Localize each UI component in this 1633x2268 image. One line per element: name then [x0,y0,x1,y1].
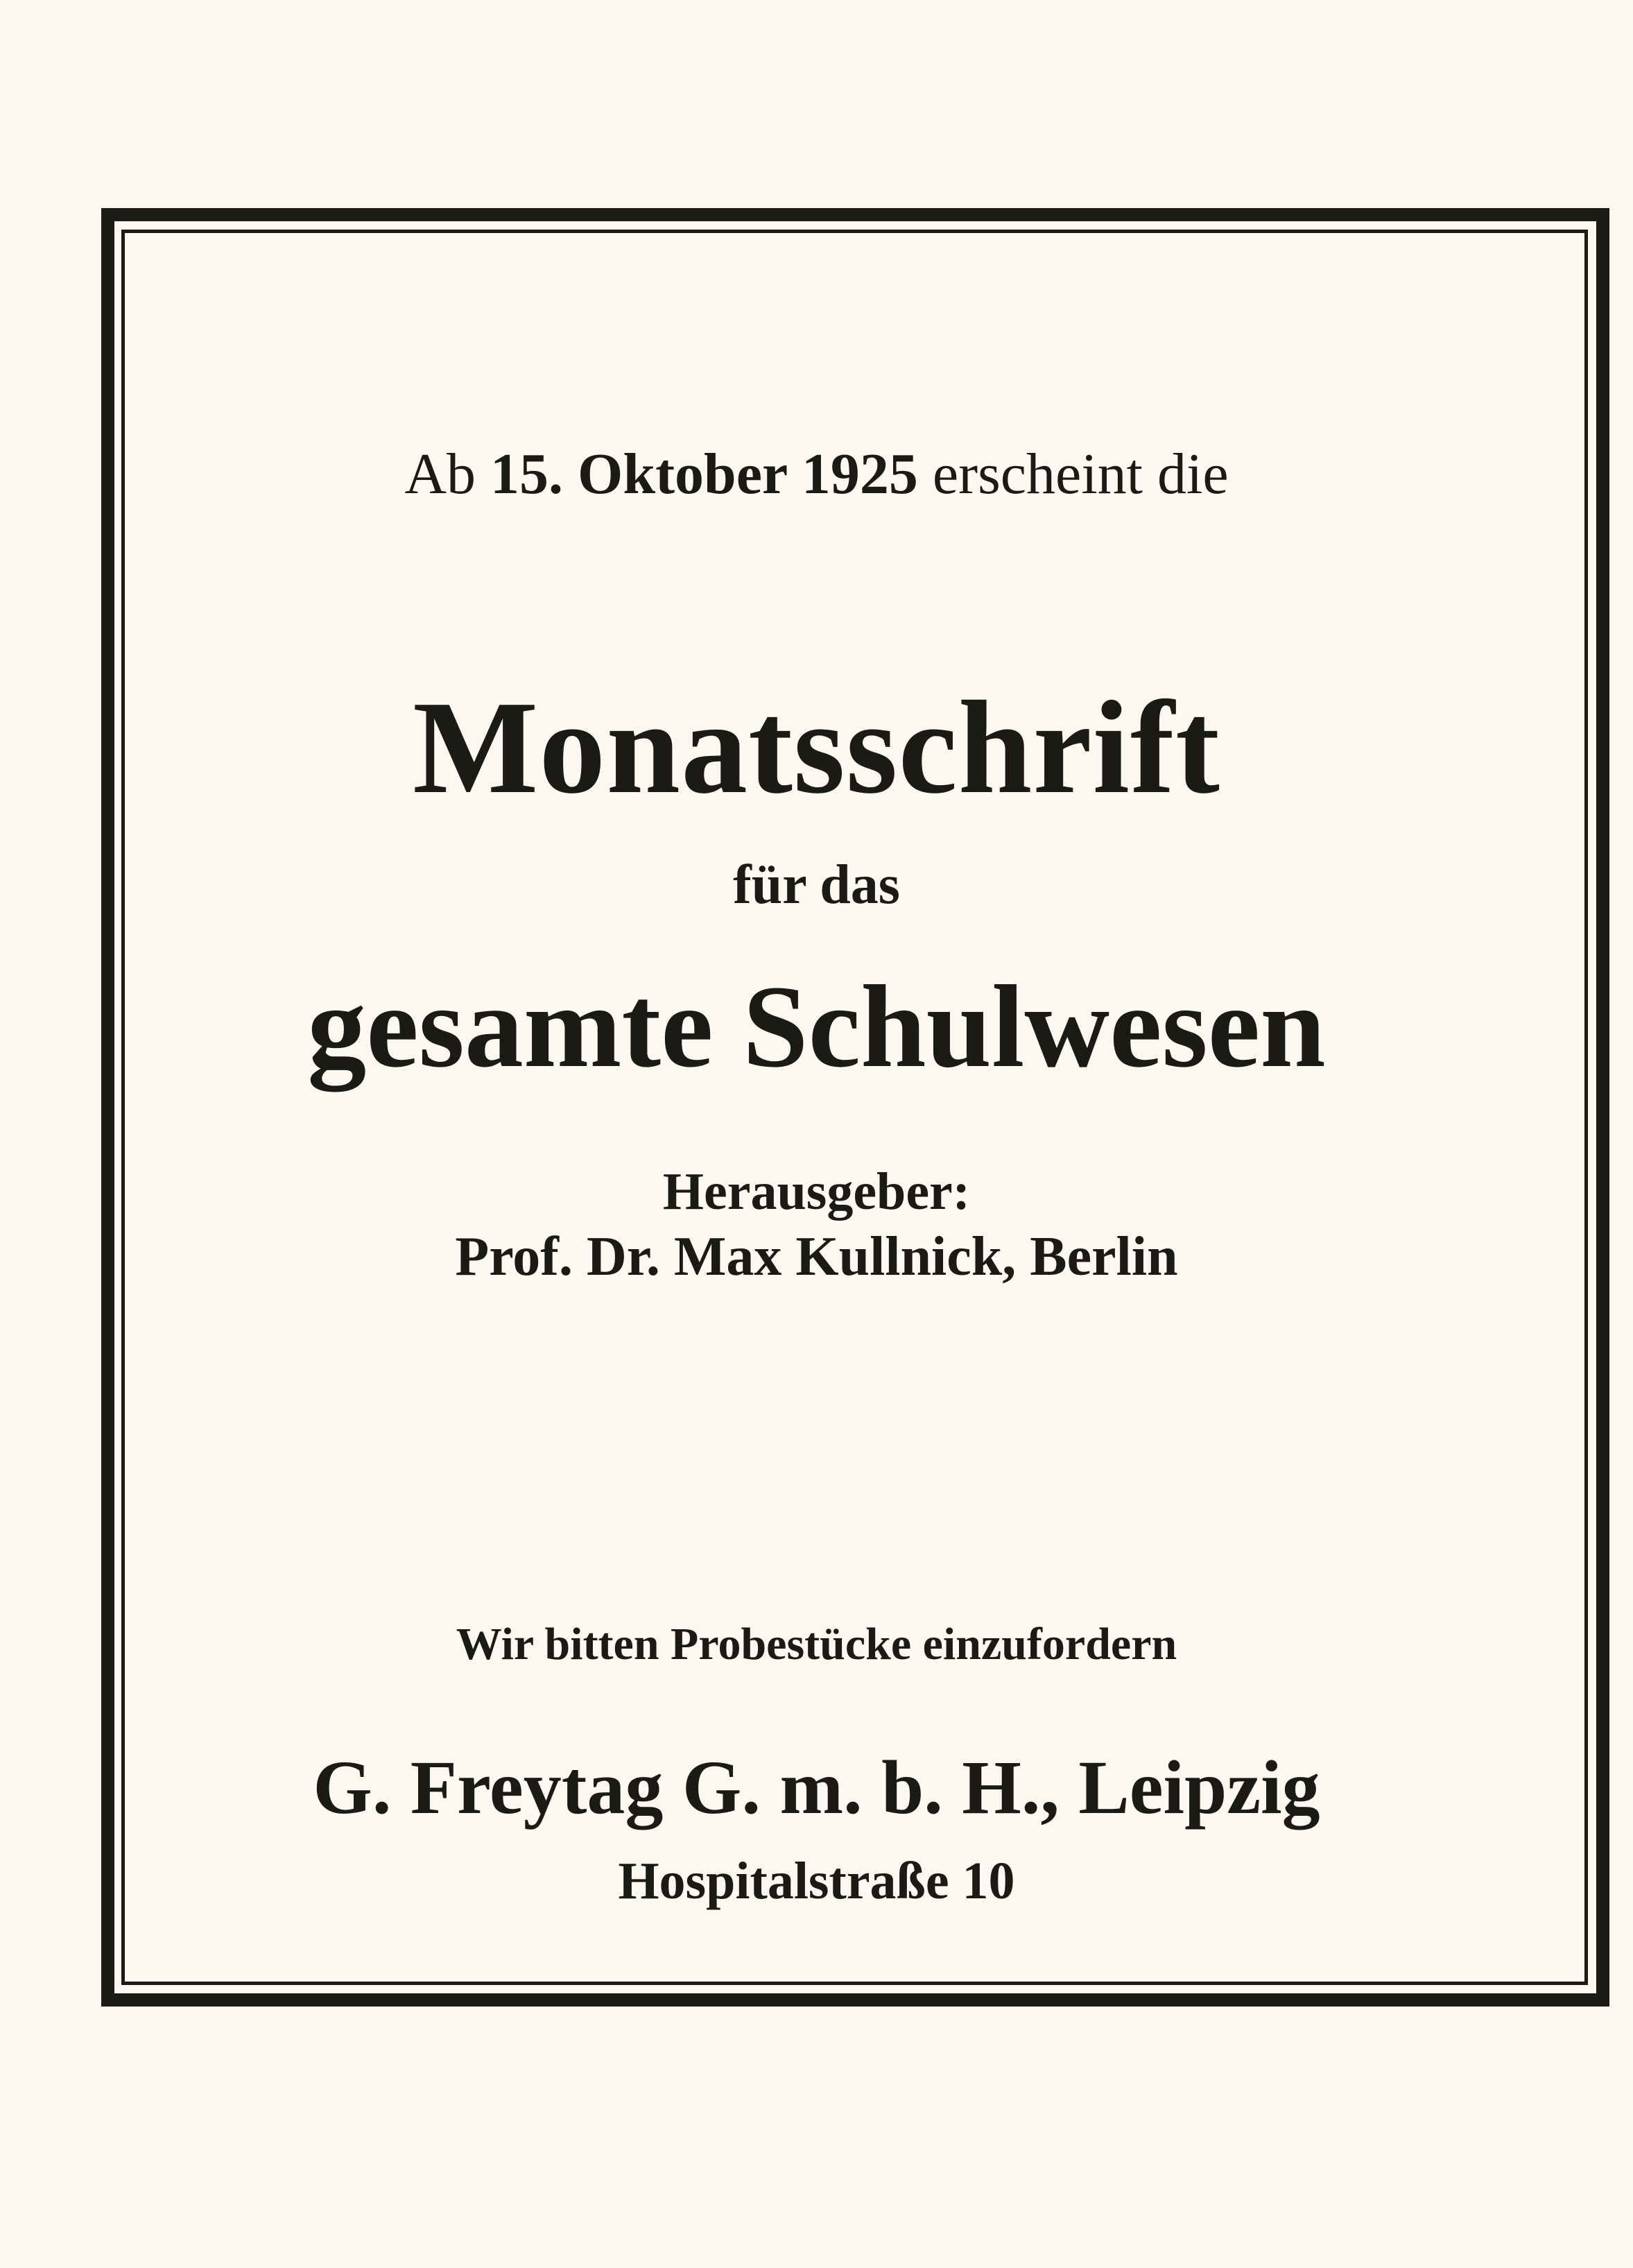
publisher-name: G. Freytag G. m. b. H., Leipzig [313,1745,1320,1830]
announcement-prefix: Ab [404,442,476,506]
publisher-address: Hospitalstraße 10 [618,1852,1015,1910]
journal-subtitle: gesamte Schulwesen [307,961,1326,1092]
editor-label: Herausgeber: [662,1162,971,1221]
editor-name: Prof. Dr. Max Kullnick, Berlin [455,1226,1178,1287]
announcement-line [0,442,1633,506]
sample-request-text: Wir bitten Probestücke einzufordern [456,1619,1177,1669]
journal-connector: für das [733,854,900,916]
announcement-date: 15. Oktober 1925 [490,442,918,506]
announcement-suffix: erscheint die [932,442,1229,506]
journal-title: Monatsschrift [413,673,1220,821]
